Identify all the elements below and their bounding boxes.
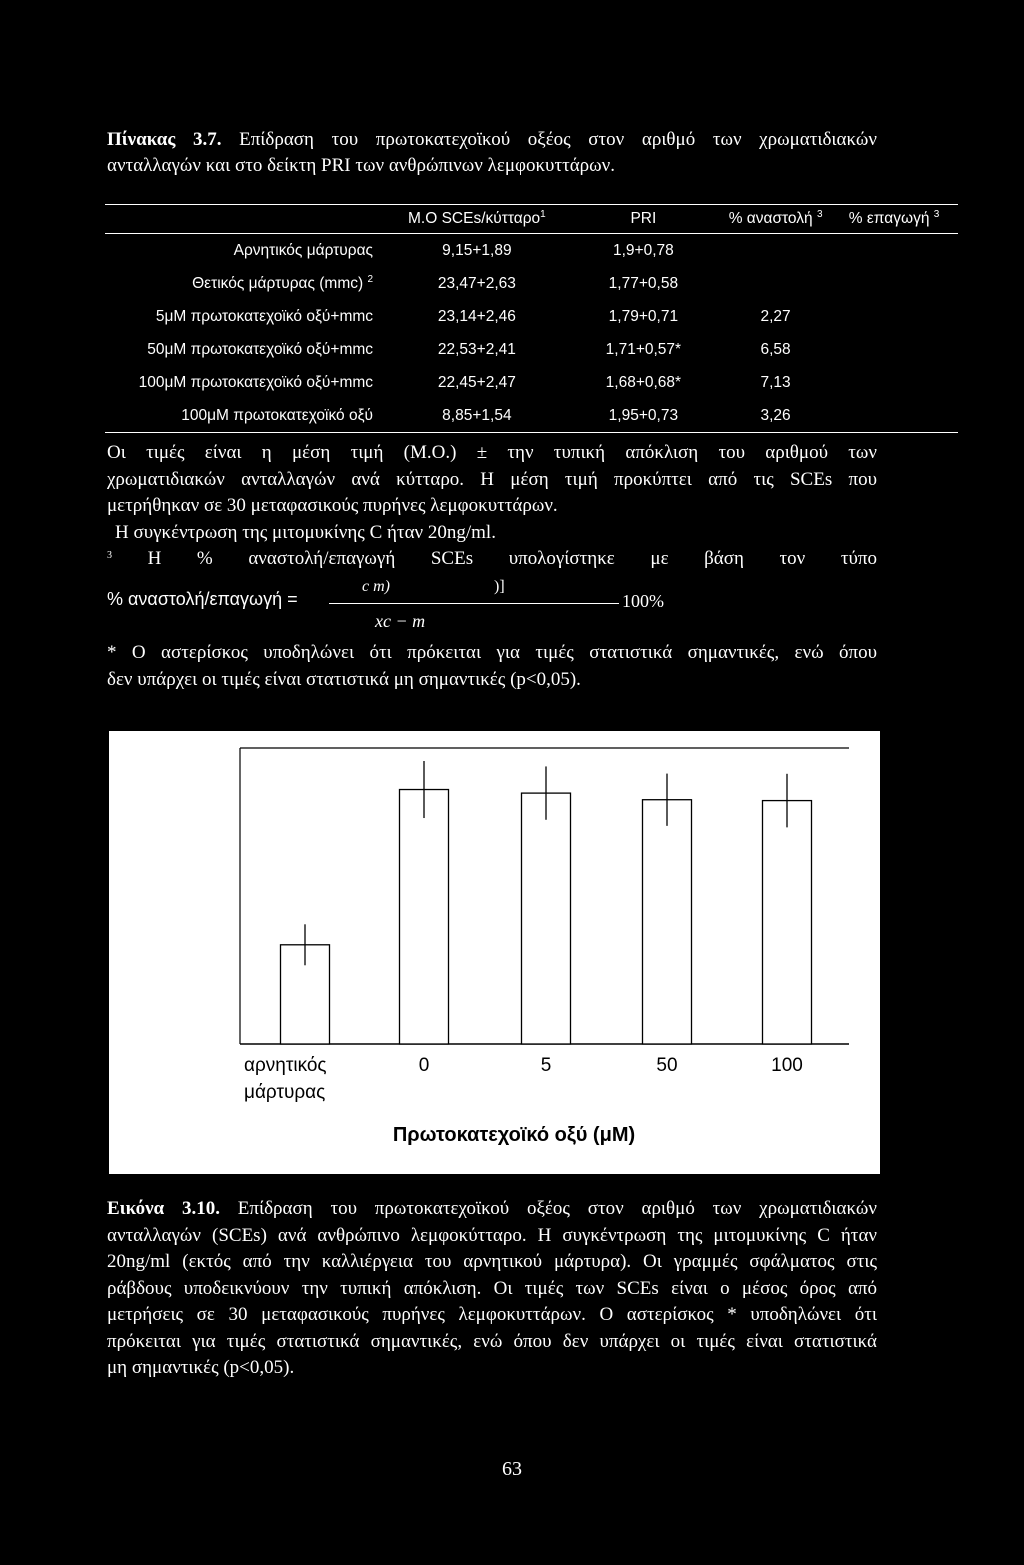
figure-caption-text-1: Επίδραση του πρωτοκατεχοϊκού οξέος στον αριθμό των χρωματιδιακών xyxy=(237,1198,877,1219)
formula-percent: 100% xyxy=(622,591,664,611)
table-notes xyxy=(107,440,877,573)
cell-pri: 1,9+0,78 xyxy=(612,241,674,259)
cell-pri: 1,68+0,68* xyxy=(605,373,682,391)
bar xyxy=(643,800,692,1044)
cell-induction xyxy=(830,399,958,433)
row-label: 100μΜ πρωτοκατεχοϊκό οξύ xyxy=(105,399,388,433)
figure-caption-line-7: μη σημαντικές (p<0,05). xyxy=(107,1357,295,1378)
table-caption-line-2: ανταλλαγών και στο δείκτη PRI των ανθρώπινων λεμφοκυττάρων. xyxy=(107,155,615,176)
bar xyxy=(400,790,449,1044)
row-label: Αρνητικός μάρτυρας xyxy=(233,241,374,259)
asterisk-note-line-2: δεν υπάρχει οι τιμές είναι στατιστικά μη σημαντικές (p<0,05). xyxy=(107,668,581,690)
cell-inhibition xyxy=(721,267,830,300)
table-row xyxy=(105,333,958,366)
formula-numerator: c m) xyxy=(362,578,390,595)
table-header-row xyxy=(105,205,958,234)
table-header-pri: PRI xyxy=(566,205,721,234)
table-caption-line-1 xyxy=(107,127,877,153)
table-caption-text-1: Επίδραση του πρωτοκατεχοϊκού οξέος στον αριθμό των χρωματιδιακών xyxy=(239,129,877,150)
note-line-formula-intro xyxy=(107,546,877,573)
x-tick-label: 100 xyxy=(771,1055,803,1076)
footnote-marker: 3 xyxy=(107,550,112,561)
cell-pri: 1,95+0,73 xyxy=(566,399,721,433)
table-row xyxy=(105,366,958,399)
note-line: μετρήθηκαν σε 30 μεταφασικούς πυρήνες λεμφοκυττάρων. xyxy=(107,495,558,516)
cell-sces: 23,14+2,46 xyxy=(437,307,516,325)
formula-left: % αναστολή/επαγωγή = xyxy=(107,589,298,609)
cell-induction xyxy=(830,366,958,399)
table-header-sces: Μ.Ο SCEs/κύτταρο$^1$ xyxy=(388,205,566,234)
cell-induction xyxy=(830,267,958,300)
figure-caption-line-2: ανταλλαγών (SCEs) ανά ανθρώπινο λεμφοκύτταρο. Η συγκέντρωση της μιτομυκίνης C ήταν xyxy=(107,1224,877,1246)
figure-caption-line-6: πρόκειται για τιμές στατιστικά σημαντικές, ενώ όπου δεν υπάρχει οι τιμές είναι στατιστικά xyxy=(107,1330,877,1352)
cell-induction xyxy=(830,300,958,333)
cell-induction xyxy=(830,333,958,366)
table-row xyxy=(105,234,958,268)
cell-sces: 22,45+2,47 xyxy=(437,373,516,391)
row-label: Θετικός μάρτυρας (mmc) $^2$ xyxy=(192,273,374,292)
table-caption xyxy=(107,127,877,179)
x-tick-label: 0 xyxy=(418,1055,430,1076)
formula-fraction-bar xyxy=(329,603,619,604)
cell-inhibition: 7,13 xyxy=(760,373,791,391)
table-header-empty xyxy=(105,205,388,234)
cell-inhibition xyxy=(721,234,830,268)
x-tick-label: 5 xyxy=(540,1055,552,1076)
formula-denominator: xc − m xyxy=(375,611,426,631)
figure-caption-line-5: μετρήσεις σε 30 μεταφασικούς πυρήνες λεμφοκυττάρων. Ο αστερίσκος * υποδηλώνει ότι xyxy=(107,1304,877,1325)
row-label: 5μΜ πρωτοκατεχοϊκό οξύ+mmc xyxy=(155,307,374,325)
row-label: 50μΜ πρωτοκατεχοϊκό οξύ+mmc xyxy=(147,340,374,358)
table-row xyxy=(105,399,958,433)
cell-sces: 8,85+1,54 xyxy=(388,399,566,433)
formula-numerator-close: )] xyxy=(494,578,505,595)
cell-sces: 23,47+2,63 xyxy=(437,274,516,292)
table-caption-label: Πίνακας 3.7. xyxy=(107,129,222,150)
formula xyxy=(107,578,707,631)
cell-pri: 1,79+0,71 xyxy=(608,307,679,325)
bar xyxy=(522,793,571,1044)
note-line: Οι τιμές είναι η μέση τιμή (Μ.Ο.) ± την τυπική απόκλιση του αριθμού των xyxy=(107,442,877,463)
asterisk-note xyxy=(107,640,877,693)
figure-caption xyxy=(107,1196,877,1382)
page-number: 63 xyxy=(502,1458,522,1480)
note-line: Η συγκέντρωση της μιτομυκίνης C ήταν 20ng/ml. xyxy=(115,521,496,543)
cell-sces: 22,53+2,41 xyxy=(437,340,516,358)
cell-sces: 9,15+1,89 xyxy=(442,241,512,259)
data-table xyxy=(105,204,958,433)
bar xyxy=(763,801,812,1044)
cell-induction xyxy=(830,234,958,268)
cell-pri: 1,77+0,58 xyxy=(608,274,679,292)
cell-pri: 1,71+0,57* xyxy=(605,340,682,358)
cell-inhibition: 2,27 xyxy=(760,307,791,325)
table-row xyxy=(105,267,958,300)
table-header-induction: % επαγωγή $^3$ xyxy=(830,205,958,234)
note-line: χρωματιδιακών ανταλλαγών ανά κύτταρο. Η μέση τιμή προκύπτει από τις SCEs που xyxy=(107,468,877,490)
row-label: 100μΜ πρωτοκατεχοϊκό οξύ+mmc xyxy=(138,373,374,391)
figure-caption-line-3: 20ng/ml (εκτός από την καλλιέργεια του αρνητικού μάρτυρα). Οι γραμμές σφάλματος στις xyxy=(107,1251,877,1272)
figure-caption-label: Εικόνα 3.10. xyxy=(107,1198,220,1219)
figure-caption-line-1 xyxy=(107,1196,877,1223)
cell-inhibition: 3,26 xyxy=(721,399,830,433)
table-header-inhibition: % αναστολή $^3$ xyxy=(721,205,830,234)
formula-intro-text: Η % αναστολή/επαγωγή SCEs υπολογίστηκε με βάση τον τύπο xyxy=(147,548,877,569)
x-axis-label: Πρωτοκατεχοϊκό οξύ (μΜ) xyxy=(392,1124,636,1146)
x-tick-label: 50 xyxy=(656,1055,678,1076)
asterisk-note-line-1: * Ο αστερίσκος υποδηλώνει ότι πρόκειται για τιμές στατιστικά σημαντικές, ενώ όπου xyxy=(107,642,877,663)
chart-figure xyxy=(109,731,880,1174)
figure-caption-line-4: ράβδους υποδεικνύουν την τυπική απόκλιση. Οι τιμές των SCEs είναι ο μέσος όρος από xyxy=(107,1277,877,1299)
table-row xyxy=(105,300,958,333)
x-tick-label: αρνητικός μάρτυρας xyxy=(244,1055,327,1103)
bar-chart xyxy=(109,731,880,1174)
cell-inhibition: 6,58 xyxy=(760,340,791,358)
